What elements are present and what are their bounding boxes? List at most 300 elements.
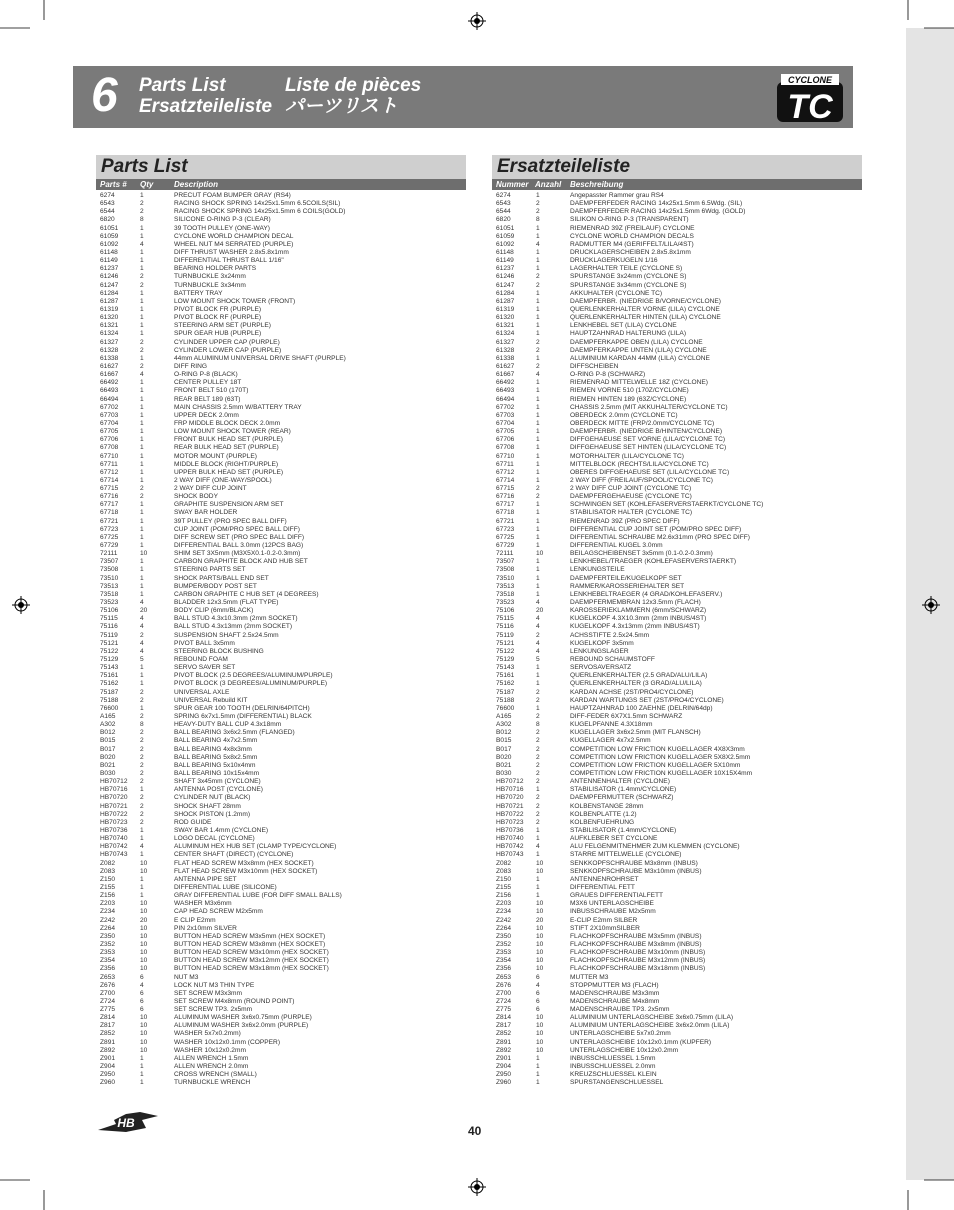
part-qty: 2 bbox=[536, 208, 540, 216]
part-number: 66492 bbox=[496, 379, 515, 387]
part-qty: 1 bbox=[140, 1054, 144, 1062]
part-number: 61328 bbox=[496, 346, 515, 354]
ersatzteileliste-row bbox=[492, 534, 862, 542]
part-qty: 1 bbox=[140, 468, 144, 476]
part-number: Z775 bbox=[496, 1006, 512, 1014]
part-description: INBUSSCHLUESSEL 1.5mm bbox=[570, 1054, 656, 1062]
part-number: Z356 bbox=[496, 965, 512, 973]
part-number: Z155 bbox=[496, 883, 512, 891]
ersatzteileliste-row bbox=[492, 339, 862, 347]
part-description: WHEEL NUT M4 SERRATED (PURPLE) bbox=[174, 240, 294, 248]
part-description: DAEMPFERFEDER RACING 14x25x1.5mm 6.5Wdg. (SIL) bbox=[570, 200, 743, 208]
ersatzteileliste-row bbox=[492, 851, 862, 859]
part-description: RAMMER/KAROSSERIEHALTER SET bbox=[570, 582, 685, 590]
part-description: SHIM SET 3X5mm (M3X5X0.1-0.2-0.3mm) bbox=[174, 550, 301, 558]
part-qty: 1 bbox=[140, 395, 144, 403]
parts-list-row bbox=[96, 192, 466, 200]
part-qty: 8 bbox=[536, 721, 540, 729]
ersatzteileliste-row bbox=[492, 420, 862, 428]
header-description: Description bbox=[174, 180, 219, 189]
parts-list-row bbox=[96, 941, 466, 949]
part-description: CENTER PULLEY 18T bbox=[174, 379, 242, 387]
part-qty: 1 bbox=[140, 680, 144, 688]
part-qty: 10 bbox=[140, 908, 148, 916]
part-number: 67705 bbox=[100, 428, 119, 436]
part-description: BUTTON HEAD SCREW M3x12mm (HEX SOCKET) bbox=[174, 957, 329, 965]
part-qty: 1 bbox=[536, 411, 540, 419]
part-number: 61327 bbox=[496, 338, 515, 346]
part-description: PIVOT BLOCK (3 DEGREES/ALUMINUM/PURPLE) bbox=[174, 680, 328, 688]
part-qty: 1 bbox=[536, 476, 540, 484]
part-qty: 6 bbox=[140, 1006, 144, 1014]
part-qty: 1 bbox=[536, 525, 540, 533]
part-number: 75119 bbox=[100, 631, 118, 639]
part-qty: 1 bbox=[140, 525, 144, 533]
part-description: HAUPTZAHNRAD 100 ZAEHNE (DELRIN/64dp) bbox=[570, 704, 713, 712]
part-number: 61246 bbox=[100, 273, 119, 281]
part-qty: 20 bbox=[140, 916, 148, 924]
part-qty: 1 bbox=[536, 558, 540, 566]
part-number: Z960 bbox=[496, 1079, 512, 1087]
part-description: FLAT HEAD SCREW M3x8mm (HEX SOCKET) bbox=[174, 859, 314, 867]
part-description: KOLBENSTANGE 28mm bbox=[570, 802, 644, 810]
part-qty: 10 bbox=[140, 1038, 148, 1046]
part-number: 6274 bbox=[496, 192, 511, 199]
part-number: 67714 bbox=[100, 476, 119, 484]
part-description: MITTELBLOCK (RECHTS/LILA/CYCLONE TC) bbox=[570, 460, 709, 468]
part-number: 6544 bbox=[496, 208, 511, 216]
part-description: DAEMPFERMEMBRAN 12x3.5mm (FLACH) bbox=[570, 599, 701, 607]
part-qty: 1 bbox=[140, 436, 144, 444]
part-number: 61148 bbox=[100, 248, 118, 256]
part-description: STIFT 2X10mmSILBER bbox=[570, 924, 640, 932]
ersatzteileliste-row bbox=[492, 917, 862, 925]
part-number: 73510 bbox=[496, 574, 515, 582]
part-qty: 1 bbox=[140, 786, 144, 794]
part-description: CARBON GRAPHITE C HUB SET (4 DEGREES) bbox=[174, 590, 319, 598]
part-description: BALL STUD 4.3x13mm (2mm SOCKET) bbox=[174, 623, 293, 631]
part-qty: 4 bbox=[140, 599, 144, 607]
ersatzteileliste-row bbox=[492, 770, 862, 778]
part-description: STEERING BLOCK BUSHING bbox=[174, 647, 264, 655]
part-number: 61319 bbox=[496, 305, 515, 313]
part-qty: 10 bbox=[140, 924, 148, 932]
part-number: 6544 bbox=[100, 208, 115, 216]
part-qty: 1 bbox=[140, 558, 144, 566]
part-number: Z156 bbox=[100, 892, 116, 900]
part-number: 67711 bbox=[496, 460, 514, 468]
part-qty: 1 bbox=[140, 452, 144, 460]
ersatzteileliste-row bbox=[492, 526, 862, 534]
part-qty: 1 bbox=[536, 419, 540, 427]
part-number: 66492 bbox=[100, 379, 119, 387]
part-description: ACHSSTIFTE 2.5x24.5mm bbox=[570, 631, 650, 639]
part-qty: 2 bbox=[140, 737, 144, 745]
part-number: 6820 bbox=[100, 216, 115, 224]
part-number: 67702 bbox=[100, 403, 119, 411]
part-number: 61321 bbox=[496, 322, 515, 330]
part-description: FLAT HEAD SCREW M3x10mm (HEX SOCKET) bbox=[174, 867, 318, 875]
part-qty: 1 bbox=[140, 672, 144, 680]
part-description: STEERING PARTS SET bbox=[174, 566, 246, 574]
part-number: 72111 bbox=[100, 550, 118, 558]
ersatzteileliste-row bbox=[492, 697, 862, 705]
part-qty: 2 bbox=[536, 769, 540, 777]
part-qty: 1 bbox=[536, 786, 540, 794]
title-en: Parts List bbox=[139, 75, 226, 96]
part-number: 67718 bbox=[100, 509, 119, 517]
part-number: 61247 bbox=[496, 281, 515, 289]
part-description: DIFF-FEDER 6X7X1.5mm SCHWARZ bbox=[570, 713, 683, 720]
part-qty: 6 bbox=[140, 997, 144, 1005]
part-description: DAEMPFERBR. (NIEDRIGE B/HINTEN/CYCLONE) bbox=[570, 428, 723, 436]
part-number: 67723 bbox=[100, 525, 119, 533]
parts-list-row bbox=[96, 607, 466, 615]
part-qty: 8 bbox=[140, 216, 144, 224]
part-number: 67718 bbox=[496, 509, 515, 517]
part-description: BUTTON HEAD SCREW M3x10mm (HEX SOCKET) bbox=[174, 949, 329, 957]
ersatzteileliste-row bbox=[492, 387, 862, 395]
ersatzteileliste-row bbox=[492, 884, 862, 892]
part-description: ROD GUIDE bbox=[174, 818, 212, 826]
parts-list-row bbox=[96, 762, 466, 770]
part-description: E CLIP E2mm bbox=[174, 916, 216, 924]
part-number: 67705 bbox=[496, 428, 515, 436]
title-jp: パーツリスト bbox=[285, 96, 398, 117]
part-qty: 1 bbox=[140, 590, 144, 598]
part-number: Z676 bbox=[496, 981, 512, 989]
part-qty: 1 bbox=[140, 1063, 144, 1071]
ersatzteileliste-row bbox=[492, 461, 862, 469]
part-qty: 2 bbox=[536, 713, 540, 720]
part-qty: 2 bbox=[536, 631, 540, 639]
ersatzteileliste-row bbox=[492, 347, 862, 355]
part-description: QUERLENKERHALTER (3 GRAD/ALU/LILA) bbox=[570, 680, 702, 688]
ersatzteileliste-row bbox=[492, 778, 862, 786]
part-number: Z203 bbox=[100, 900, 116, 908]
part-qty: 1 bbox=[140, 411, 144, 419]
part-number: Z700 bbox=[100, 989, 116, 997]
parts-list-row bbox=[96, 599, 466, 607]
parts-list-row bbox=[96, 998, 466, 1006]
parts-list-row bbox=[96, 1079, 466, 1087]
part-number: 67712 bbox=[100, 468, 119, 476]
part-qty: 10 bbox=[536, 867, 544, 875]
part-description: STOPPMUTTER M3 (FLACH) bbox=[570, 981, 659, 989]
ersatzteileliste-rows bbox=[492, 192, 862, 1087]
part-qty: 2 bbox=[536, 338, 540, 346]
part-number: 61667 bbox=[496, 371, 515, 379]
part-qty: 20 bbox=[140, 607, 148, 615]
ersatzteileliste-row bbox=[492, 355, 862, 363]
parts-list-row bbox=[96, 469, 466, 477]
part-qty: 1 bbox=[140, 248, 144, 256]
part-description: ANTENNA POST (CYCLONE) bbox=[174, 786, 263, 794]
part-qty: 2 bbox=[140, 794, 144, 802]
part-qty: 2 bbox=[536, 362, 540, 370]
part-description: FRP MIDDLE BLOCK DECK 2.0mm bbox=[174, 419, 281, 427]
part-number: Z950 bbox=[496, 1071, 512, 1079]
part-number: Z234 bbox=[100, 908, 116, 916]
parts-list-row bbox=[96, 322, 466, 330]
part-qty: 10 bbox=[536, 1014, 544, 1022]
parts-list-row bbox=[96, 1071, 466, 1079]
part-number: 67723 bbox=[496, 525, 515, 533]
part-description: QUERLENKERHALTER HINTEN (LILA) CYCLONE bbox=[570, 314, 721, 322]
part-number: 67716 bbox=[496, 493, 515, 501]
part-number: 66494 bbox=[100, 395, 119, 403]
part-qty: 10 bbox=[140, 1022, 148, 1030]
page-number: 40 bbox=[468, 1124, 482, 1138]
part-description: LOGO DECAL (CYCLONE) bbox=[174, 835, 255, 843]
ersatzteileliste-row bbox=[492, 892, 862, 900]
part-number: 67704 bbox=[100, 419, 119, 427]
part-description: STARRE MITTELWELLE (CYCLONE) bbox=[570, 851, 682, 859]
part-description: SPRING 6x7x1.5mm (DIFFERENTIAL) BLACK bbox=[174, 713, 312, 720]
part-qty: 4 bbox=[140, 371, 144, 379]
part-number: 61324 bbox=[100, 330, 119, 338]
ersatzteileliste-row bbox=[492, 558, 862, 566]
ersatzteileliste-row bbox=[492, 566, 862, 574]
part-number: HB70740 bbox=[496, 835, 524, 843]
part-qty: 1 bbox=[140, 379, 144, 387]
part-description: WASHER 10x12x0.2mm bbox=[174, 1046, 246, 1054]
part-number: 67729 bbox=[100, 542, 119, 550]
part-qty: 2 bbox=[536, 485, 540, 493]
parts-list-row bbox=[96, 404, 466, 412]
parts-list-row bbox=[96, 558, 466, 566]
parts-list-row bbox=[96, 1022, 466, 1030]
svg-text:CYCLONE: CYCLONE bbox=[787, 75, 833, 85]
part-number: 61092 bbox=[100, 240, 119, 248]
part-number: HB70740 bbox=[100, 835, 128, 843]
part-qty: 1 bbox=[140, 566, 144, 574]
part-qty: 1 bbox=[140, 232, 144, 240]
part-description: KOLBENFUEHRUNG bbox=[570, 818, 635, 826]
parts-list-row bbox=[96, 347, 466, 355]
part-number: HB70720 bbox=[100, 794, 128, 802]
ersatzteileliste-row bbox=[492, 371, 862, 379]
part-qty: 2 bbox=[536, 802, 540, 810]
part-number: Z203 bbox=[496, 900, 512, 908]
part-number: 67710 bbox=[496, 452, 515, 460]
part-qty: 8 bbox=[536, 216, 540, 224]
header-qty: Qty bbox=[140, 180, 154, 189]
part-description: BEILAGSCHEIBENSET 3x5mm (0.1-0.2-0.3mm) bbox=[570, 550, 713, 558]
part-qty: 4 bbox=[536, 623, 540, 631]
part-description: INBUSSCHRAUBE M2x5mm bbox=[570, 908, 656, 916]
part-number: 6274 bbox=[100, 192, 115, 199]
part-qty: 4 bbox=[536, 843, 540, 851]
part-number: HB70742 bbox=[496, 843, 524, 851]
parts-list-row bbox=[96, 257, 466, 265]
ersatzteileliste-row bbox=[492, 632, 862, 640]
part-qty: 2 bbox=[140, 688, 144, 696]
part-qty: 1 bbox=[536, 436, 540, 444]
part-qty: 2 bbox=[536, 688, 540, 696]
parts-list-row bbox=[96, 656, 466, 664]
ersatzteileliste-row bbox=[492, 591, 862, 599]
part-description: ANTENNA PIPE SET bbox=[174, 875, 237, 883]
part-description: UNTERLAGSCHEIBE 10x12x0.1mm (KUPFER) bbox=[570, 1038, 712, 1046]
part-number: B030 bbox=[100, 769, 116, 777]
part-qty: 10 bbox=[140, 550, 148, 558]
part-qty: 4 bbox=[536, 371, 540, 379]
part-number: Z352 bbox=[496, 940, 512, 948]
part-description: BLADDER 12x3.5mm (FLAT TYPE) bbox=[174, 599, 279, 607]
part-description: REAR BELT 189 (63T) bbox=[174, 395, 241, 403]
part-number: 61327 bbox=[100, 338, 119, 346]
part-number: 75121 bbox=[496, 639, 515, 647]
parts-list-row bbox=[96, 225, 466, 233]
part-description: CHASSIS 2.5mm (MIT AKKUHALTER/CYCLONE TC) bbox=[570, 403, 728, 411]
part-description: KOLBENPLATTE (1.2) bbox=[570, 810, 637, 818]
part-qty: 2 bbox=[140, 485, 144, 493]
part-description: LENKHEBEL SET (LILA) CYCLONE bbox=[570, 322, 677, 330]
parts-list-row bbox=[96, 917, 466, 925]
parts-list-row bbox=[96, 746, 466, 754]
part-description: COMPETITION LOW FRICTION KUGELLAGER 5X8X2.5mm bbox=[570, 753, 751, 761]
part-qty: 1 bbox=[536, 672, 540, 680]
ersatzteileliste-row bbox=[492, 192, 862, 200]
parts-list-row bbox=[96, 803, 466, 811]
chapter-number: 6 bbox=[91, 69, 118, 122]
part-description: SWAY BAR HOLDER bbox=[174, 509, 238, 517]
ersatzteileliste-row bbox=[492, 249, 862, 257]
parts-list-row bbox=[96, 233, 466, 241]
part-qty: 10 bbox=[140, 940, 148, 948]
part-description: CENTER SHAFT (DIRECT) (CYCLONE) bbox=[174, 851, 294, 859]
ersatzteileliste-row bbox=[492, 428, 862, 436]
part-description: SET SCREW M3x3mm bbox=[174, 989, 243, 997]
ersatzteileliste-row bbox=[492, 656, 862, 664]
part-description: HAUPTZAHNRAD HALTERUNG (LILA) bbox=[570, 330, 687, 338]
part-number: 67715 bbox=[496, 485, 515, 493]
part-qty: 10 bbox=[536, 900, 544, 908]
part-qty: 1 bbox=[536, 322, 540, 330]
part-number: 75129 bbox=[100, 656, 119, 664]
part-number: 67715 bbox=[100, 485, 119, 493]
part-description: CYLINDER UPPER CAP (PURPLE) bbox=[174, 338, 280, 346]
part-description: SPUR GEAR HUB (PURPLE) bbox=[174, 330, 262, 338]
part-number: 67721 bbox=[496, 517, 515, 525]
part-description: ALUMINIUM UNTERLAGSCHEIBE 3x6x2.0mm (LILA) bbox=[570, 1022, 730, 1030]
part-number: Z653 bbox=[100, 973, 116, 981]
part-description: BODY CLIP (6mm/BLACK) bbox=[174, 607, 254, 615]
chapter-header bbox=[73, 66, 853, 128]
part-description: FRONT BULK HEAD SET (PURPLE) bbox=[174, 436, 283, 444]
part-number: B021 bbox=[496, 761, 512, 769]
part-description: STABILISATOR (1.4mm/CYCLONE) bbox=[570, 786, 677, 794]
parts-list-row bbox=[96, 566, 466, 574]
part-number: Z904 bbox=[496, 1063, 512, 1071]
parts-list-row bbox=[96, 550, 466, 558]
part-description: DIFFERENTIAL BALL 3.0mm (12PCS BAG) bbox=[174, 542, 304, 550]
parts-list-row bbox=[96, 884, 466, 892]
part-description: 2 WAY DIFF (ONE-WAY/SPOOL) bbox=[174, 476, 272, 484]
part-qty: 1 bbox=[536, 875, 540, 883]
parts-list-row bbox=[96, 664, 466, 672]
part-number: B015 bbox=[100, 737, 116, 745]
part-number: Z150 bbox=[100, 875, 116, 883]
part-qty: 2 bbox=[536, 200, 540, 208]
part-description: BALL BEARING 3x6x2.5mm (FLANGED) bbox=[174, 729, 295, 737]
parts-list-row bbox=[96, 265, 466, 273]
part-qty: 4 bbox=[536, 647, 540, 655]
part-qty: 10 bbox=[140, 949, 148, 957]
parts-list-row bbox=[96, 925, 466, 933]
parts-list-row bbox=[96, 729, 466, 737]
ersatzteileliste-row bbox=[492, 1014, 862, 1022]
part-description: SILIKON O-RING P-3 (TRANSPARENT) bbox=[570, 216, 689, 224]
parts-list-row bbox=[96, 282, 466, 290]
part-qty: 2 bbox=[140, 200, 144, 208]
part-qty: 1 bbox=[536, 892, 540, 900]
part-description: 44mm ALUMINUM UNIVERSAL DRIVE SHAFT (PURPLE) bbox=[174, 354, 346, 362]
part-number: HB70712 bbox=[100, 778, 128, 786]
part-qty: 1 bbox=[536, 265, 540, 273]
part-number: 67703 bbox=[496, 411, 515, 419]
part-qty: 1 bbox=[536, 403, 540, 411]
parts-list-row bbox=[96, 1014, 466, 1022]
part-description: SHOCK BODY bbox=[174, 493, 218, 501]
part-number: Z892 bbox=[496, 1046, 512, 1054]
parts-list-row bbox=[96, 713, 466, 721]
ersatzteileliste-row bbox=[492, 396, 862, 404]
part-number: 75115 bbox=[496, 615, 514, 623]
part-qty: 1 bbox=[140, 305, 144, 313]
part-number: Z814 bbox=[496, 1014, 512, 1022]
part-description: FLACHKOPFSCHRAUBE M3x5mm (INBUS) bbox=[570, 932, 702, 940]
part-qty: 1 bbox=[536, 387, 540, 395]
parts-list-row bbox=[96, 786, 466, 794]
ersatzteileliste-row bbox=[492, 298, 862, 306]
part-description: CYLINDER NUT (BLACK) bbox=[174, 794, 251, 802]
part-qty: 1 bbox=[140, 265, 144, 273]
part-description: AKKUHALTER (CYCLONE TC) bbox=[570, 289, 663, 297]
part-description: DIFFERENTIAL FETT bbox=[570, 883, 635, 891]
part-description: DRUCKLAGERSCHEIBEN 2.8x5.8x1mm bbox=[570, 248, 691, 256]
part-qty: 1 bbox=[140, 476, 144, 484]
part-description: SPUR GEAR 100 TOOTH (DELRIN/64PITCH) bbox=[174, 704, 310, 712]
part-qty: 2 bbox=[140, 810, 144, 818]
part-number: HB70736 bbox=[496, 826, 524, 834]
part-number: 73510 bbox=[100, 574, 119, 582]
part-qty: 2 bbox=[140, 769, 144, 777]
part-number: 67708 bbox=[100, 444, 119, 452]
parts-list-row bbox=[96, 615, 466, 623]
cyclone-tc-logo bbox=[775, 72, 845, 124]
part-qty: 1 bbox=[536, 851, 540, 859]
part-description: 39T PULLEY (PRO SPEC BALL DIFF) bbox=[174, 517, 287, 525]
part-description: MADENSCHRAUBE TP3. 2x5mm bbox=[570, 1006, 670, 1014]
part-qty: 1 bbox=[140, 574, 144, 582]
ersatzteileliste-row bbox=[492, 615, 862, 623]
part-qty: 1 bbox=[536, 257, 540, 265]
part-description: MAIN CHASSIS 2.5mm W/BATTERY TRAY bbox=[174, 403, 302, 411]
parts-list-row bbox=[96, 371, 466, 379]
part-number: Z353 bbox=[496, 949, 512, 957]
part-description: FRONT BELT 510 (170T) bbox=[174, 387, 249, 395]
part-description: BATTERY TRAY bbox=[174, 289, 223, 297]
part-qty: 1 bbox=[536, 289, 540, 297]
part-number: 67702 bbox=[496, 403, 515, 411]
part-description: UPPER BULK HEAD SET (PURPLE) bbox=[174, 468, 284, 476]
part-number: 73518 bbox=[496, 590, 515, 598]
part-qty: 1 bbox=[536, 297, 540, 305]
part-qty: 2 bbox=[140, 338, 144, 346]
ersatzteileliste-row bbox=[492, 436, 862, 444]
